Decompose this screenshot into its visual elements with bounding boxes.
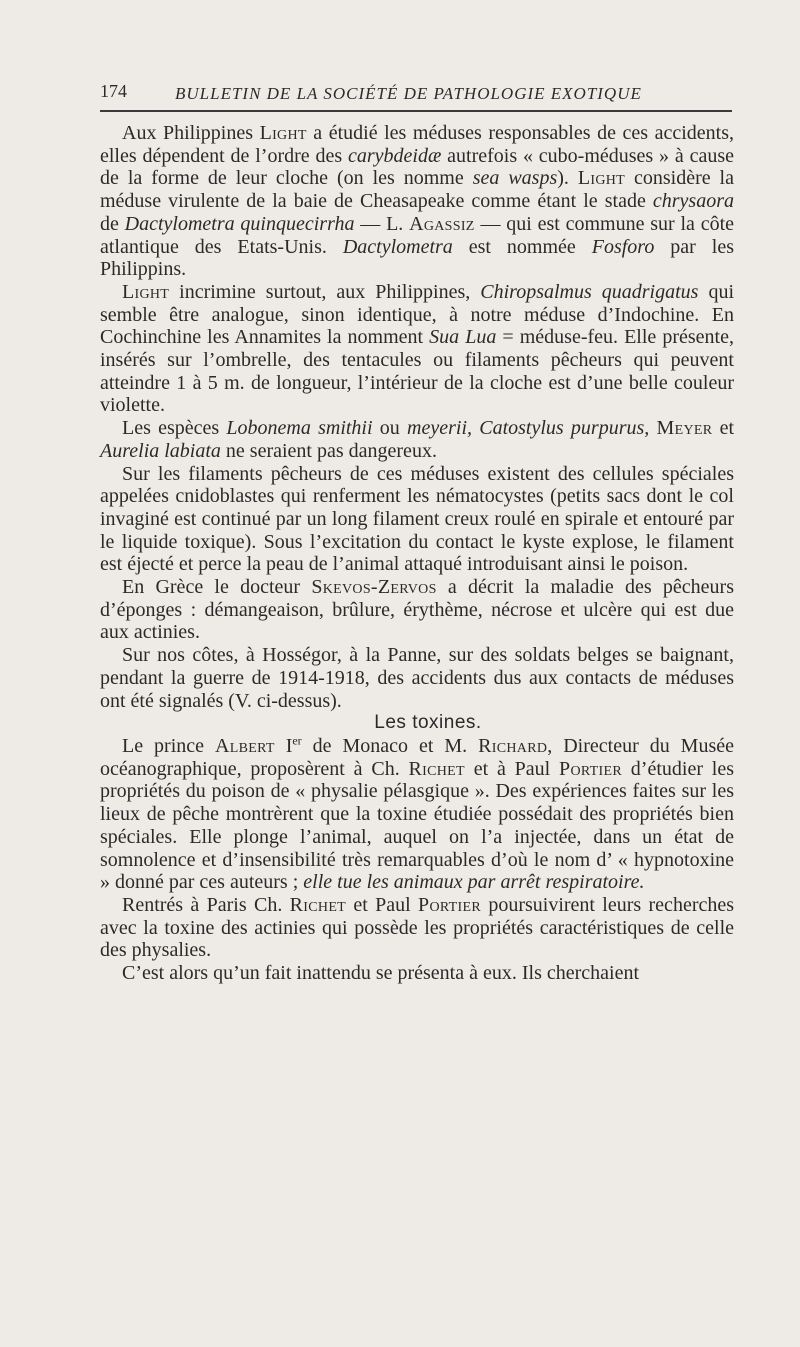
paragraph: En Grèce le docteur Skevos-Zervos a décrit la maladie des pêcheurs d’éponges : démangeaison, brûlure, érythème, nécrose et ulcère qui est due aux actinies. (100, 576, 735, 644)
header-rule (100, 110, 732, 112)
paragraph: Les espèces Lobonema smithii ou meyerii, Catostylus purpurus, Meyer et Aurelia labiata ne seraient pas dangereux. (100, 417, 735, 462)
paragraph: Sur les filaments pêcheurs de ces méduses existent des cellules spéciales appelées cnidoblastes qui renferment les nématocystes (petits sacs dont le col invaginé est continué par un long filament creux roulé en spirale et entouré par le liquide toxique). Sous l’excitation du contact le kyste explose, le filament est éjecté et perce la peau de l’animal attaqué introduisant ainsi le poison. (100, 462, 734, 576)
paragraph: Rentrés à Paris Ch. Richet et Paul Portier poursuivirent leurs recherches avec la toxine des actinies qui possède les propriétés caractéristiques de celle des physalies. (100, 893, 735, 962)
section-heading: Les toxines. (374, 712, 482, 734)
page-header (100, 81, 732, 109)
paragraph: C’est alors qu’un fait inattendu se présenta à eux. Ils cherchaient (122, 962, 640, 985)
paragraph: Sur nos côtes, à Hosségor, à la Panne, sur des soldats belges se baignant, pendant la guerre de 1914-1918, des accidents dus aux contacts de méduses ont été signalés (V. ci-dessus). (100, 644, 734, 712)
paragraph: Aux Philippines Light a étudié les méduses responsables de ces accidents, elles dépendent de l’ordre des carybdeidæ autrefois « cubo-méduses » à cause de la forme de leur cloche (on les nomme sea wasps). Light considère la méduse virulente de la baie de Cheasapeake comme étant le stade chrysaora de Dactylometra quinquecirrha — L. Agassiz — qui est commune sur la côte atlantique des Etats-Unis. Dactylometra est nommée Fosforo par les Philippins. (100, 122, 735, 281)
paragraph: Le prince Albert Ier de Monaco et M. Richard, Directeur du Musée océanographique, proposèrent à Ch. Richet et à Paul Portier d’étudier les propriétés du poison de « physalie pélasgique ». Des expériences faites sur les lieux de pêche montrèrent que la toxine étudiée possédait des propriétés bien spéciales. Elle plonge l’animal, auquel on l’a injectée, dans un état de somnolence et d’insensibilité très remarquables d’où le nom d’ « hypnotoxine » donné par ces auteurs ; elle tue les animaux par arrêt respiratoire. (100, 733, 735, 894)
page-number: 174 (100, 81, 127, 101)
paragraph: Light incrimine surtout, aux Philippines, Chiropsalmus quadrigatus qui semble être analogue, sinon identique, à notre méduse d’Indochine. En Cochinchine les Annamites la nomment Sua Lua = méduse-feu. Elle présente, insérés sur l’ombrelle, des tentacules ou filaments pêcheurs qui peuvent atteindre 1 à 5 m. de longueur, l’intérieur de la cloche est d’une belle couleur violette. (100, 280, 734, 417)
body-text (100, 122, 734, 985)
running-title: BULLETIN DE LA SOCIÉTÉ DE PATHOLOGIE EXOTIQUE (175, 84, 642, 103)
